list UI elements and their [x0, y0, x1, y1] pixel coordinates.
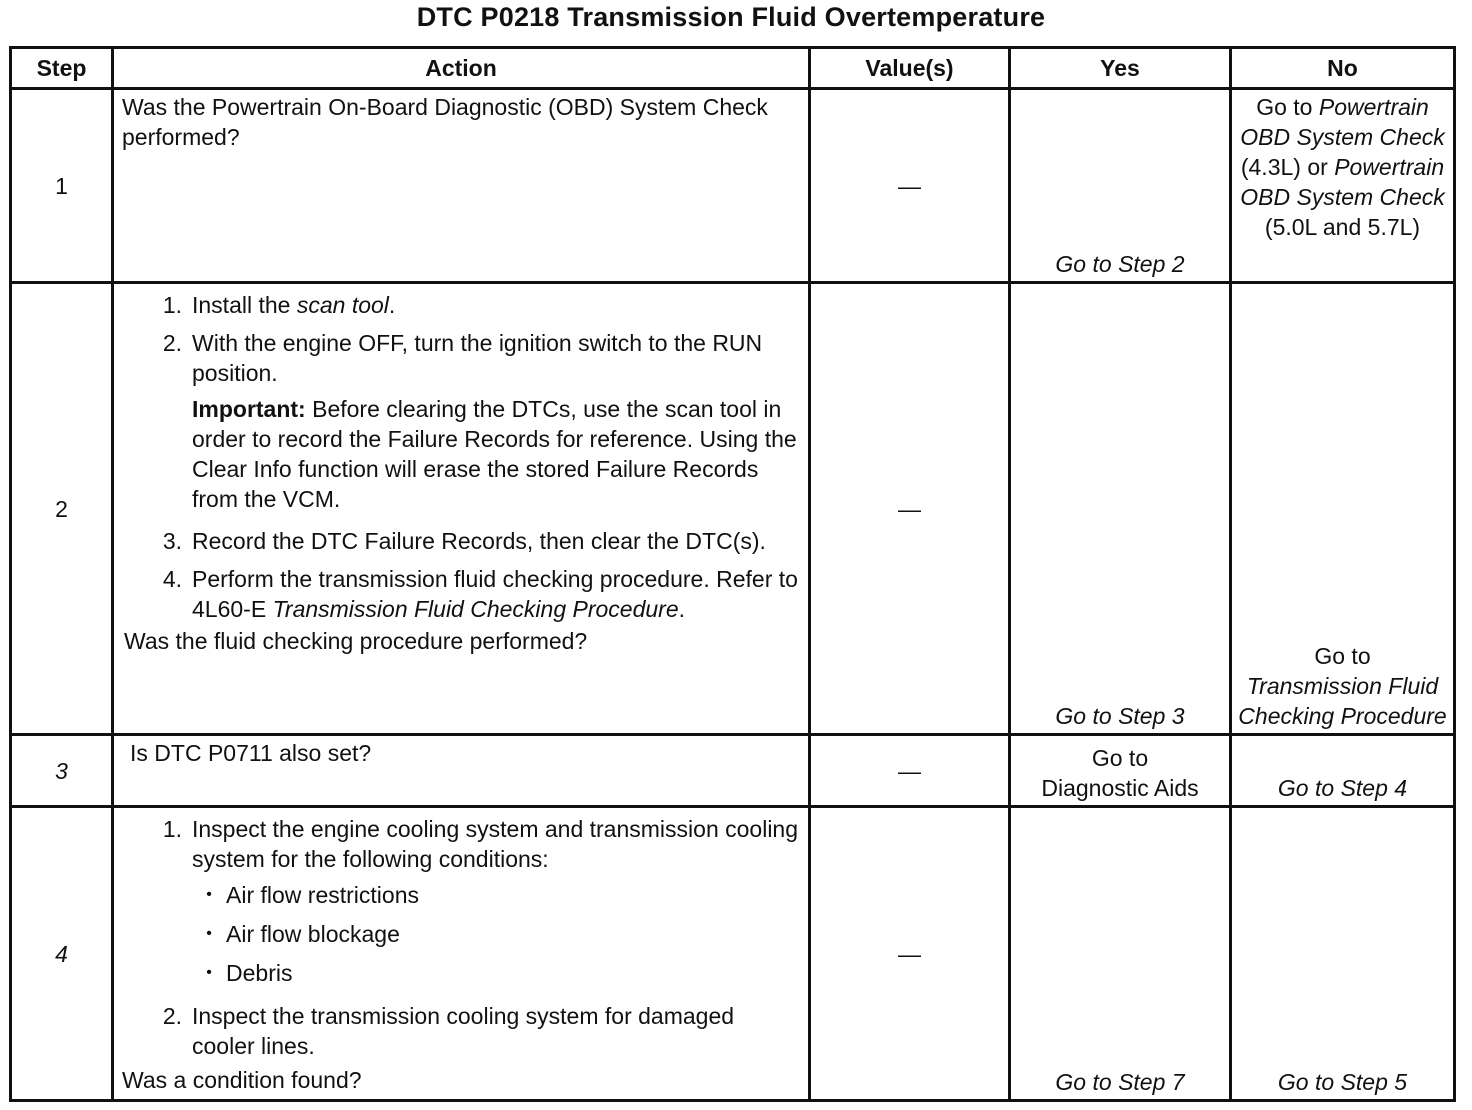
value-cell: — — [810, 735, 1010, 807]
no-link[interactable]: Go to Step 5 — [1277, 1069, 1408, 1095]
action-text: Is DTC P0711 also set? — [130, 740, 372, 766]
list-item — [114, 290, 802, 320]
no-text: Go to — [1256, 94, 1313, 120]
item-number: 2. — [162, 1003, 182, 1029]
list-item — [114, 1001, 802, 1061]
action-cell — [113, 283, 810, 735]
bullet-item: • Air flow restrictions — [206, 882, 419, 908]
item-number: 1. — [162, 292, 182, 318]
yes-cell — [1010, 807, 1231, 1101]
yes-text: Go to — [1091, 745, 1149, 771]
table-row — [11, 807, 1455, 1101]
item-text: Install the — [192, 292, 291, 318]
value-cell: — — [810, 283, 1010, 735]
list-item — [114, 814, 802, 997]
item-text: Record the DTC Failure Records, then clear the DTC(s). — [192, 528, 766, 554]
bullet-text: Air flow restrictions — [226, 882, 419, 908]
table-row — [11, 735, 1455, 807]
list-item — [114, 526, 802, 556]
table-row — [11, 89, 1455, 283]
no-cell — [1231, 283, 1455, 735]
item-number: 4. — [162, 566, 182, 592]
bullet-item: • Debris — [206, 960, 293, 986]
value-cell: — — [810, 807, 1010, 1101]
header-row — [11, 48, 1455, 89]
no-link[interactable]: Powertrain OBD System Check — [1240, 154, 1445, 210]
header-no: No — [1231, 48, 1455, 89]
bullet-text: Debris — [226, 960, 293, 986]
table-row — [11, 283, 1455, 735]
list-item — [114, 564, 802, 624]
no-text: (4.3L) or — [1240, 154, 1328, 180]
item-text: Inspect the engine cooling system and transmission cooling system for the following conditions: — [192, 816, 799, 872]
no-cell — [1231, 89, 1455, 283]
item-number: 3. — [162, 528, 182, 554]
bullet-text: Air flow blockage — [226, 921, 400, 947]
header-step: Step — [11, 48, 113, 89]
step-number: 4 — [11, 807, 113, 1101]
list-item — [114, 328, 802, 518]
step-number: 3 — [11, 735, 113, 807]
procedure-list — [114, 290, 802, 624]
action-text: Was the Powertrain On-Board Diagnostic (OBD) System Check performed? — [122, 94, 768, 150]
no-link[interactable]: Powertrain OBD System Check — [1240, 94, 1445, 150]
no-link[interactable]: Transmission Fluid Checking Procedure — [1238, 673, 1447, 729]
value-cell: — — [810, 89, 1010, 283]
yes-link[interactable]: Diagnostic Aids — [1041, 775, 1199, 801]
question-text: Was a condition found? — [122, 1067, 362, 1093]
step-number: 2 — [11, 283, 113, 735]
bullet-list — [192, 880, 802, 988]
yes-cell — [1010, 283, 1231, 735]
header-yes: Yes — [1010, 48, 1231, 89]
header-action: Action — [113, 48, 810, 89]
no-cell — [1231, 735, 1455, 807]
yes-cell — [1010, 735, 1231, 807]
item-text: . — [388, 292, 396, 318]
important-note — [192, 394, 802, 514]
item-text: Perform the transmission fluid checking procedure. Refer to 4L60-E — [192, 566, 798, 622]
action-cell — [113, 735, 810, 807]
yes-link[interactable]: Go to Step 2 — [1055, 251, 1185, 277]
header-values: Value(s) — [810, 48, 1010, 89]
page-title: DTC P0218 Transmission Fluid Overtemperature — [416, 2, 1046, 32]
item-text: Inspect the transmission cooling system for damaged cooler lines. — [192, 1003, 735, 1059]
question-text: Was the fluid checking procedure performed? — [124, 628, 588, 654]
step-number: 1 — [11, 89, 113, 283]
action-cell — [113, 807, 810, 1101]
important-text: Before clearing the DTCs, use the scan tool in order to record the Failure Records for reference. Using the Clear Info function will erase the stored Failure Records from the VCM. — [192, 396, 797, 512]
yes-cell — [1010, 89, 1231, 283]
procedure-list — [114, 814, 802, 1061]
item-text: . — [678, 596, 686, 622]
item-number: 2. — [162, 330, 182, 356]
no-cell — [1231, 807, 1455, 1101]
action-cell — [113, 89, 810, 283]
yes-link[interactable]: Go to Step 3 — [1055, 703, 1185, 729]
bullet-item: • Air flow blockage — [206, 921, 400, 947]
item-emphasis: Transmission Fluid Checking Procedure — [272, 596, 679, 622]
no-text: (5.0L and 5.7L) — [1264, 214, 1421, 240]
no-link[interactable]: Go to Step 4 — [1277, 775, 1408, 801]
yes-link[interactable]: Go to Step 7 — [1055, 1069, 1185, 1095]
diagnostic-table — [9, 46, 1456, 1102]
item-emphasis: scan tool — [296, 292, 389, 318]
important-label: Important: — [192, 396, 306, 422]
item-text: With the engine OFF, turn the ignition switch to the RUN position. — [192, 330, 763, 386]
item-number: 1. — [162, 816, 182, 842]
no-text: Go to — [1314, 643, 1371, 669]
